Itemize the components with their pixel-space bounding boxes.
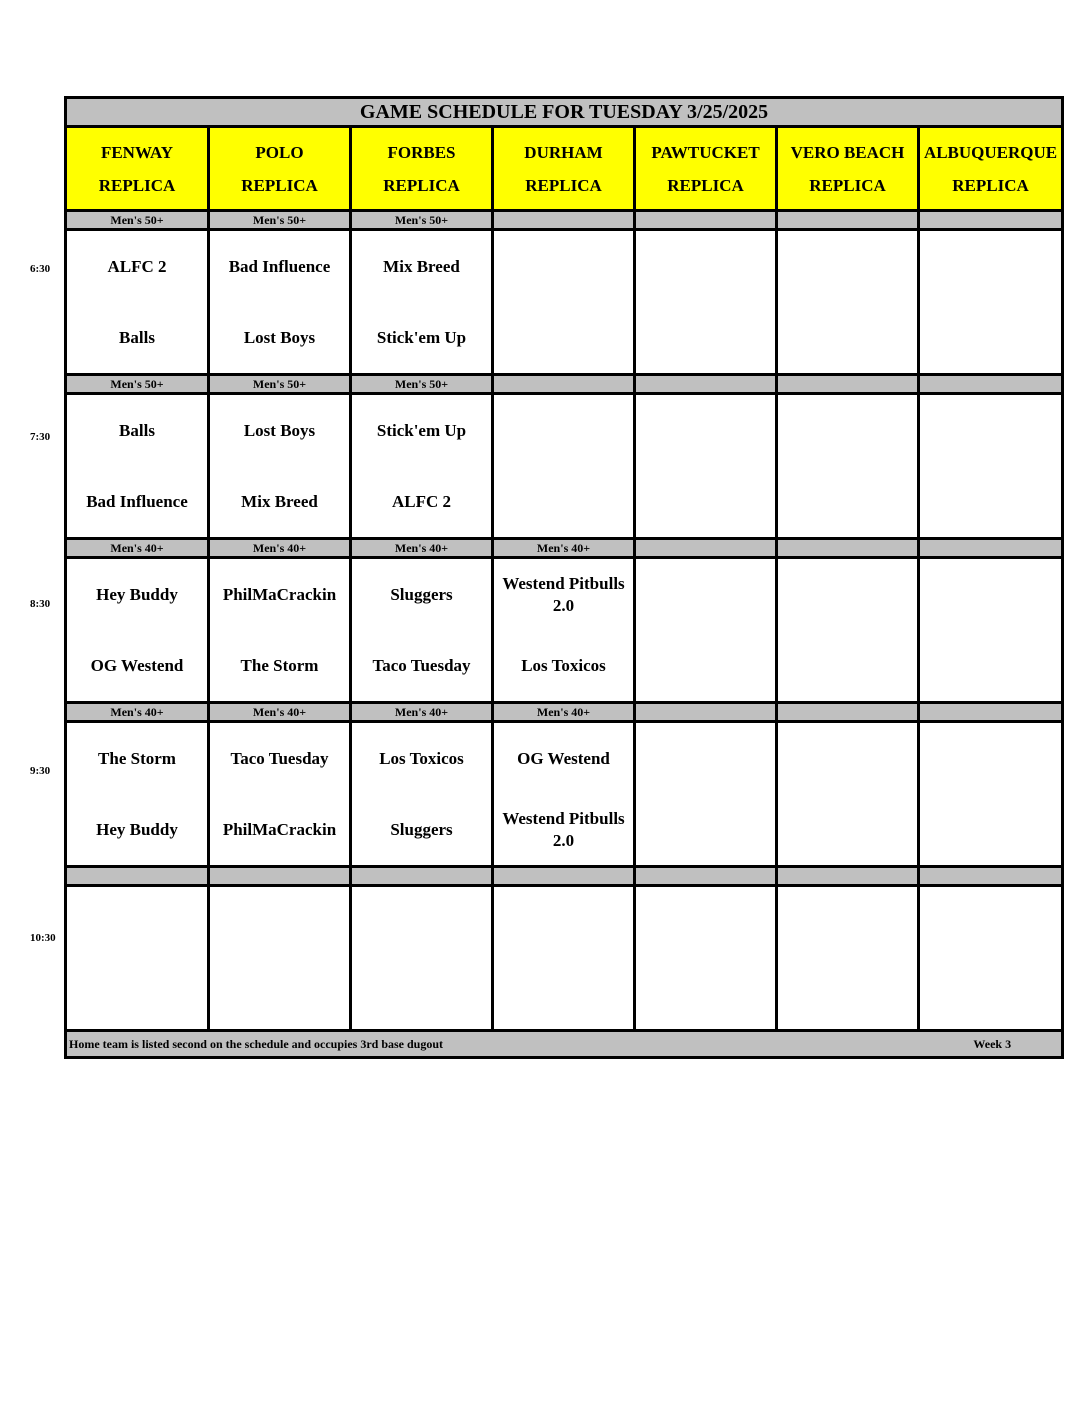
home-team <box>636 958 775 1029</box>
home-team <box>210 958 349 1029</box>
game-cell <box>209 722 351 867</box>
away-team: Los Toxicos <box>379 748 464 768</box>
home-team: The Storm <box>240 655 319 675</box>
field-header <box>493 127 635 211</box>
field-header <box>777 127 919 211</box>
division-label: Men's 40+ <box>351 703 493 722</box>
game-cell <box>635 230 777 375</box>
division-label <box>919 375 1063 394</box>
game-cell <box>919 886 1063 1031</box>
field-name: VERO BEACH <box>790 142 905 162</box>
home-team <box>494 958 633 1029</box>
home-team <box>636 466 775 537</box>
away-team: Mix Breed <box>383 256 460 276</box>
home-team <box>494 302 633 373</box>
home-team <box>67 958 207 1029</box>
division-label <box>635 211 777 230</box>
home-team <box>778 630 917 701</box>
division-label <box>493 867 635 886</box>
away-team <box>778 231 917 302</box>
away-team <box>920 395 1061 466</box>
schedule-title: GAME SCHEDULE FOR TUESDAY 3/25/2025 <box>66 98 1063 127</box>
division-label <box>635 539 777 558</box>
home-team <box>636 630 775 701</box>
game-row <box>66 886 1063 1031</box>
away-team: ALFC 2 <box>107 256 167 276</box>
away-team <box>778 723 917 794</box>
field-subtitle: REPLICA <box>667 175 744 195</box>
away-team <box>494 395 633 466</box>
division-label: Men's 50+ <box>351 211 493 230</box>
game-cell <box>919 230 1063 375</box>
away-team: Lost Boys <box>243 420 316 440</box>
home-team: Lost Boys <box>243 327 316 347</box>
away-team: Stick'em Up <box>376 420 467 440</box>
field-header <box>919 127 1063 211</box>
division-label <box>919 539 1063 558</box>
division-row <box>66 375 1063 394</box>
game-cell <box>66 886 209 1031</box>
field-name: PAWTUCKET <box>651 142 760 162</box>
game-cell <box>351 558 493 703</box>
game-cell <box>209 558 351 703</box>
away-team: Westend Pitbulls 2.0 <box>502 573 625 615</box>
game-cell <box>919 722 1063 867</box>
game-cell <box>777 558 919 703</box>
away-team: Taco Tuesday <box>230 748 329 768</box>
game-row <box>66 394 1063 539</box>
game-cell <box>493 886 635 1031</box>
away-team <box>636 723 775 794</box>
time-label: 6:30 <box>30 263 51 275</box>
game-cell <box>493 722 635 867</box>
away-team <box>210 887 349 958</box>
home-team <box>494 466 633 537</box>
time-label: 10:30 <box>30 932 56 944</box>
division-label <box>919 867 1063 886</box>
division-label: Men's 40+ <box>66 703 209 722</box>
division-label <box>919 703 1063 722</box>
field-subtitle: REPLICA <box>241 175 318 195</box>
footer-bar <box>66 1031 1063 1058</box>
division-label: Men's 40+ <box>66 539 209 558</box>
home-team: Los Toxicos <box>521 655 606 675</box>
home-team <box>778 958 917 1029</box>
away-team: Sluggers <box>390 584 453 604</box>
away-team: Hey Buddy <box>96 584 178 604</box>
home-team: PhilMaCrackin <box>222 819 337 839</box>
home-team: Mix Breed <box>241 491 318 511</box>
division-row <box>66 211 1063 230</box>
division-row <box>66 703 1063 722</box>
home-team: OG Westend <box>90 655 184 675</box>
division-label <box>635 375 777 394</box>
game-cell <box>493 558 635 703</box>
away-team <box>636 559 775 630</box>
away-team <box>67 887 207 958</box>
game-cell <box>777 722 919 867</box>
division-label <box>777 211 919 230</box>
division-label: Men's 40+ <box>209 539 351 558</box>
field-name: DURHAM <box>524 142 603 162</box>
home-team: Taco Tuesday <box>372 655 471 675</box>
division-label <box>777 539 919 558</box>
division-row <box>66 867 1063 886</box>
home-team <box>778 302 917 373</box>
game-cell <box>635 722 777 867</box>
game-cell <box>777 394 919 539</box>
field-header <box>351 127 493 211</box>
away-team <box>636 395 775 466</box>
field-name: FENWAY <box>100 142 174 162</box>
away-team: OG Westend <box>517 748 610 768</box>
away-team: The Storm <box>98 748 176 768</box>
game-cell <box>777 886 919 1031</box>
game-cell <box>635 886 777 1031</box>
field-name: FORBES <box>387 142 456 162</box>
away-team <box>778 395 917 466</box>
division-label: Men's 40+ <box>493 703 635 722</box>
home-team <box>352 958 491 1029</box>
division-label: Men's 40+ <box>209 703 351 722</box>
game-cell <box>209 886 351 1031</box>
home-team <box>920 302 1061 373</box>
division-label <box>777 867 919 886</box>
game-cell <box>66 558 209 703</box>
home-team: Westend Pitbulls 2.0 <box>502 808 625 850</box>
away-team <box>920 559 1061 630</box>
away-team <box>494 887 633 958</box>
schedule-table <box>64 96 1064 1059</box>
field-subtitle: REPLICA <box>383 175 460 195</box>
division-label <box>66 867 209 886</box>
field-header <box>66 127 209 211</box>
game-cell <box>351 394 493 539</box>
home-team <box>778 794 917 865</box>
division-label <box>777 703 919 722</box>
home-team <box>636 794 775 865</box>
away-team <box>920 231 1061 302</box>
division-label <box>635 867 777 886</box>
division-label <box>209 867 351 886</box>
game-cell <box>66 230 209 375</box>
field-subtitle: REPLICA <box>525 175 602 195</box>
time-label: 8:30 <box>30 598 51 610</box>
away-team <box>920 723 1061 794</box>
game-cell <box>66 394 209 539</box>
away-team <box>636 231 775 302</box>
field-name: POLO <box>255 142 304 162</box>
home-team: Bad Influence <box>86 491 188 511</box>
away-team <box>494 231 633 302</box>
game-row <box>66 558 1063 703</box>
footer-note: Home team is listed second on the schedule and occupies 3rd base dugout <box>69 1036 444 1051</box>
division-label: Men's 40+ <box>493 539 635 558</box>
division-row <box>66 539 1063 558</box>
field-name: ALBUQUERQUE <box>923 142 1058 162</box>
away-team <box>352 887 491 958</box>
division-label: Men's 40+ <box>351 539 493 558</box>
home-team: ALFC 2 <box>391 491 452 511</box>
field-subtitle: REPLICA <box>952 175 1029 195</box>
away-team: PhilMaCrackin <box>222 584 337 604</box>
game-cell <box>351 886 493 1031</box>
game-cell <box>351 230 493 375</box>
game-cell <box>209 230 351 375</box>
away-team <box>920 887 1061 958</box>
field-header <box>209 127 351 211</box>
game-cell <box>209 394 351 539</box>
home-team: Stick'em Up <box>376 327 467 347</box>
game-cell <box>777 230 919 375</box>
division-label <box>919 211 1063 230</box>
home-team: Sluggers <box>390 819 453 839</box>
away-team <box>778 887 917 958</box>
home-team <box>920 958 1061 1029</box>
division-label <box>635 703 777 722</box>
home-team <box>920 466 1061 537</box>
field-subtitle: REPLICA <box>98 175 176 195</box>
division-label: Men's 50+ <box>66 375 209 394</box>
game-cell <box>66 722 209 867</box>
division-label: Men's 50+ <box>66 211 209 230</box>
week-label: Week 3 <box>973 1036 1012 1051</box>
home-team <box>920 794 1061 865</box>
game-row <box>66 722 1063 867</box>
division-label: Men's 50+ <box>351 375 493 394</box>
away-team: Balls <box>119 420 155 440</box>
division-label <box>777 375 919 394</box>
away-team <box>778 559 917 630</box>
game-cell <box>493 230 635 375</box>
time-label: 9:30 <box>30 765 51 777</box>
field-header <box>635 127 777 211</box>
home-team <box>778 466 917 537</box>
home-team <box>920 630 1061 701</box>
away-team: Bad Influence <box>228 256 331 276</box>
field-subtitle: REPLICA <box>809 175 886 195</box>
division-label <box>493 375 635 394</box>
division-label: Men's 50+ <box>209 375 351 394</box>
division-label <box>351 867 493 886</box>
game-cell <box>635 558 777 703</box>
division-label <box>493 211 635 230</box>
division-label: Men's 50+ <box>209 211 351 230</box>
home-team <box>636 302 775 373</box>
time-label: 7:30 <box>30 431 51 443</box>
away-team <box>636 887 775 958</box>
home-team: Hey Buddy <box>96 819 178 839</box>
game-cell <box>493 394 635 539</box>
game-cell <box>919 558 1063 703</box>
home-team: Balls <box>119 327 155 347</box>
game-cell <box>919 394 1063 539</box>
game-cell <box>351 722 493 867</box>
game-row <box>66 230 1063 375</box>
game-cell <box>635 394 777 539</box>
